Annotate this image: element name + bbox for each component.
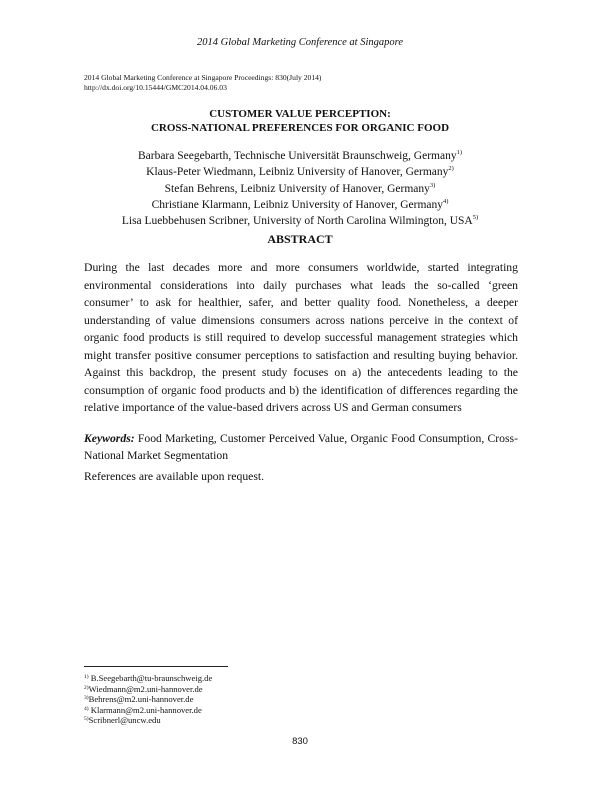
title-line-1: CUSTOMER VALUE PERCEPTION:	[209, 108, 391, 120]
author-line	[0, 197, 600, 213]
author-affiliation: Stefan Behrens, Leibniz University of Hanover, Germany	[164, 182, 430, 195]
footnotes	[84, 673, 212, 726]
footnote	[84, 694, 212, 705]
references-note: References are available upon request.	[84, 470, 265, 483]
footnote-mark: 2)	[84, 684, 89, 691]
footnote-email[interactable]: Klarmann@m2.uni-hannover.de	[90, 704, 202, 715]
author-affiliation: Klaus-Peter Wiedmann, Leibniz University of Hanover, Germany	[146, 166, 449, 179]
doi-link[interactable]: http://dx.doi.org/10.15444/GMC2014.04.06.03	[84, 83, 227, 92]
author-affiliation: Lisa Luebbehusen Scribner, University of North Carolina Wilmington, USA	[121, 215, 473, 228]
keywords-label: Keywords:	[84, 432, 135, 445]
footnote-mark: 3)	[429, 181, 436, 189]
footnote-mark: 4)	[443, 197, 449, 205]
footnote	[84, 673, 212, 684]
keywords	[84, 431, 518, 464]
abstract-heading: ABSTRACT	[267, 232, 333, 246]
author-affiliation: Barbara Seegebarth, Technische Universität Braunschweig, Germany	[137, 150, 457, 162]
proceedings-citation: 2014 Global Marketing Conference at Singapore Proceedings: 830(July 2014)	[84, 73, 322, 82]
author-line	[0, 181, 600, 197]
footnote-email[interactable]: Behrens@m2.uni-hannover.de	[88, 694, 194, 705]
footnote	[84, 705, 212, 716]
keywords-text: Food Marketing, Customer Perceived Value, Organic Food Consumption, Cross-National Market Segmentation	[84, 432, 518, 462]
footnote-email[interactable]: Wiedmann@m2.uni-hannover.de	[88, 683, 203, 694]
author-line	[0, 164, 600, 180]
proceedings-info	[84, 73, 321, 93]
author-affiliation: Christiane Klarmann, Leibniz University of Hanover, Germany	[151, 198, 443, 211]
abstract-body: During the last decades more and more consumers worldwide, started integrating environmental considerations into daily purchases what leads the so-called ‘green consumer’ to ask for healthier, safer, and better quality food. Nonetheless, a deeper understanding of value dimensions consumers across nations perceive in the context of organic food products is still required to develop successful management strategies which might transfer positive consumer perceptions to satisfaction and resulting buying behavior. Against this backdrop, the present study focuses on a) the antecedents leading to the consumption of organic food products and b) the identification of differences regarding the relative importance of the value-based drivers across US and German consumers	[84, 261, 518, 414]
author-line	[0, 213, 600, 229]
author-line	[0, 148, 600, 164]
footnote-divider	[84, 666, 228, 667]
footnote-email[interactable]: B.Seegebarth@tu-braunschweig.de	[90, 673, 213, 683]
footnote-mark: 4)	[84, 705, 89, 712]
page-number: 830	[292, 736, 308, 747]
footnote	[84, 684, 212, 695]
footnote-mark: 5)	[84, 716, 89, 723]
running-header: 2014 Global Marketing Conference at Singapore	[197, 37, 403, 48]
footnote-email[interactable]: Scribnerl@uncw.edu	[88, 715, 161, 726]
footnote-mark: 1)	[84, 674, 89, 680]
footnote-mark: 5)	[472, 214, 479, 222]
footnote-mark: 2)	[448, 165, 454, 173]
paper-title	[0, 108, 600, 135]
footnote	[84, 715, 212, 726]
author-list	[0, 148, 600, 229]
title-line-2: CROSS-NATIONAL PREFERENCES FOR ORGANIC FOOD	[150, 121, 450, 134]
footnote-mark: 1)	[456, 149, 463, 156]
footnote-mark: 3)	[84, 695, 89, 702]
